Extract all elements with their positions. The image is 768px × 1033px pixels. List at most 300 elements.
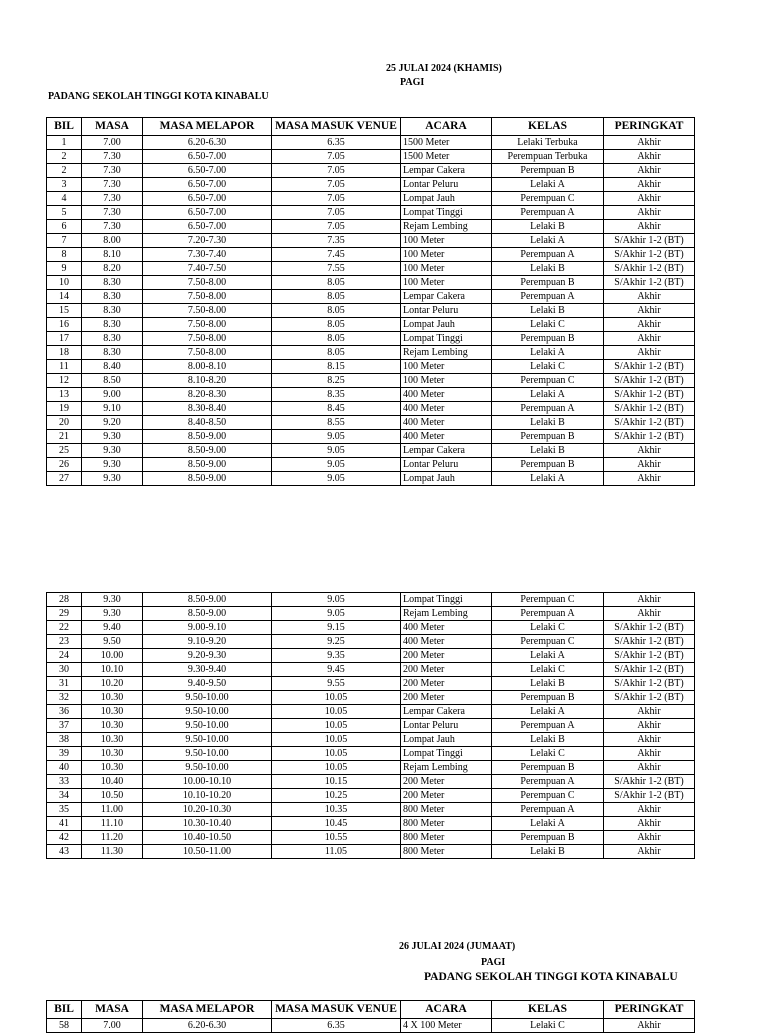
masa-masuk-venue-cell: 7.05	[272, 178, 401, 192]
masa-melapor-cell: 7.50-8.00	[143, 318, 272, 332]
masa-cell: 8.20	[82, 262, 143, 276]
acara-cell: 200 Meter	[401, 691, 492, 705]
masa-melapor-cell: 10.10-10.20	[143, 789, 272, 803]
bil-cell: 18	[47, 346, 82, 360]
table-row	[47, 845, 695, 859]
masa-cell: 9.50	[82, 635, 143, 649]
acara-cell: 100 Meter	[401, 360, 492, 374]
peringkat-cell: Akhir	[604, 458, 695, 472]
masa-melapor-cell: 9.50-10.00	[143, 719, 272, 733]
bil-cell: 43	[47, 845, 82, 859]
peringkat-cell: S/Akhir 1-2 (BT)	[604, 248, 695, 262]
kelas-cell: Lelaki A	[492, 388, 604, 402]
table-row	[47, 220, 695, 234]
acara-cell: 800 Meter	[401, 845, 492, 859]
bil-cell: 13	[47, 388, 82, 402]
kelas-cell: Perempuan A	[492, 206, 604, 220]
table-row	[47, 621, 695, 635]
bil-cell: 31	[47, 677, 82, 691]
peringkat-cell: Akhir	[604, 206, 695, 220]
peringkat-cell: Akhir	[604, 304, 695, 318]
masa-cell: 7.30	[82, 164, 143, 178]
kelas-cell: Lelaki B	[492, 220, 604, 234]
acara-cell: 200 Meter	[401, 649, 492, 663]
kelas-cell: Lelaki B	[492, 444, 604, 458]
masa-melapor-cell: 6.50-7.00	[143, 192, 272, 206]
bil-cell: 39	[47, 747, 82, 761]
masa-cell: 8.30	[82, 290, 143, 304]
kelas-cell: Lelaki B	[492, 733, 604, 747]
masa-masuk-venue-cell: 11.05	[272, 845, 401, 859]
masa-cell: 10.30	[82, 733, 143, 747]
kelas-cell: Lelaki C	[492, 318, 604, 332]
masa-melapor-cell: 7.50-8.00	[143, 346, 272, 360]
acara-cell: 200 Meter	[401, 789, 492, 803]
masa-masuk-venue-cell: 10.05	[272, 691, 401, 705]
peringkat-cell: S/Akhir 1-2 (BT)	[604, 649, 695, 663]
masa-masuk-venue-cell: 8.05	[272, 276, 401, 290]
table-row	[47, 346, 695, 360]
masa-masuk-venue-cell: 10.35	[272, 803, 401, 817]
kelas-cell: Lelaki A	[492, 472, 604, 486]
masa-masuk-venue-cell: 7.05	[272, 220, 401, 234]
acara-cell: 400 Meter	[401, 416, 492, 430]
table-row	[47, 663, 695, 677]
acara-cell: 100 Meter	[401, 374, 492, 388]
peringkat-cell: Akhir	[604, 733, 695, 747]
bil-cell: 5	[47, 206, 82, 220]
bil-cell: 37	[47, 719, 82, 733]
peringkat-cell: S/Akhir 1-2 (BT)	[604, 430, 695, 444]
column-header-acara: ACARA	[401, 118, 492, 136]
masa-melapor-cell: 8.50-9.00	[143, 607, 272, 621]
bil-cell: 11	[47, 360, 82, 374]
bil-cell: 14	[47, 290, 82, 304]
masa-masuk-venue-cell: 9.05	[272, 444, 401, 458]
masa-cell: 8.30	[82, 318, 143, 332]
peringkat-cell: Akhir	[604, 192, 695, 206]
masa-melapor-cell: 6.20-6.30	[143, 136, 272, 150]
table-header-row	[47, 118, 695, 136]
masa-cell: 9.30	[82, 458, 143, 472]
kelas-cell: Lelaki C	[492, 747, 604, 761]
peringkat-cell: Akhir	[604, 607, 695, 621]
table-row	[47, 747, 695, 761]
acara-cell: Lempar Cakera	[401, 164, 492, 178]
section2-venue: PADANG SEKOLAH TINGGI KOTA KINABALU	[424, 971, 678, 983]
masa-cell: 7.30	[82, 192, 143, 206]
table-row	[47, 304, 695, 318]
schedule-table-1	[46, 117, 695, 486]
masa-cell: 10.30	[82, 747, 143, 761]
bil-cell: 36	[47, 705, 82, 719]
column-header-masa-melapor: MASA MELAPOR	[143, 1001, 272, 1019]
peringkat-cell: Akhir	[604, 705, 695, 719]
peringkat-cell: Akhir	[604, 817, 695, 831]
table-row	[47, 831, 695, 845]
masa-melapor-cell: 8.20-8.30	[143, 388, 272, 402]
masa-melapor-cell: 7.50-8.00	[143, 290, 272, 304]
masa-cell: 9.10	[82, 402, 143, 416]
kelas-cell: Perempuan B	[492, 458, 604, 472]
table-row	[47, 248, 695, 262]
kelas-cell: Perempuan B	[492, 276, 604, 290]
acara-cell: 400 Meter	[401, 402, 492, 416]
acara-cell: Lompat Tinggi	[401, 206, 492, 220]
table-row	[47, 136, 695, 150]
kelas-cell: Perempuan A	[492, 402, 604, 416]
bil-cell: 21	[47, 430, 82, 444]
masa-masuk-venue-cell: 9.05	[272, 593, 401, 607]
masa-masuk-venue-cell: 8.05	[272, 290, 401, 304]
masa-melapor-cell: 8.50-9.00	[143, 458, 272, 472]
kelas-cell: Perempuan B	[492, 831, 604, 845]
masa-melapor-cell: 9.10-9.20	[143, 635, 272, 649]
peringkat-cell: S/Akhir 1-2 (BT)	[604, 775, 695, 789]
table-row	[47, 430, 695, 444]
table-row	[47, 150, 695, 164]
masa-melapor-cell: 10.50-11.00	[143, 845, 272, 859]
masa-masuk-venue-cell: 8.35	[272, 388, 401, 402]
acara-cell: 200 Meter	[401, 775, 492, 789]
column-header-masa: MASA	[82, 1001, 143, 1019]
masa-melapor-cell: 9.50-10.00	[143, 761, 272, 775]
masa-cell: 10.10	[82, 663, 143, 677]
acara-cell: Rejam Lembing	[401, 220, 492, 234]
table-row	[47, 164, 695, 178]
bil-cell: 27	[47, 472, 82, 486]
table-row	[47, 593, 695, 607]
acara-cell: Lompat Jauh	[401, 192, 492, 206]
masa-cell: 9.30	[82, 430, 143, 444]
masa-cell: 7.30	[82, 206, 143, 220]
column-header-bil: BIL	[47, 1001, 82, 1019]
masa-masuk-venue-cell: 8.45	[272, 402, 401, 416]
masa-masuk-venue-cell: 10.05	[272, 761, 401, 775]
table-row	[47, 803, 695, 817]
masa-cell: 9.30	[82, 444, 143, 458]
masa-melapor-cell: 8.10-8.20	[143, 374, 272, 388]
masa-masuk-venue-cell: 7.05	[272, 150, 401, 164]
masa-melapor-cell: 9.50-10.00	[143, 691, 272, 705]
acara-cell: 1500 Meter	[401, 150, 492, 164]
kelas-cell: Lelaki C	[492, 360, 604, 374]
peringkat-cell: Akhir	[604, 472, 695, 486]
column-header-masa-masuk-venue: MASA MASUK VENUE	[272, 1001, 401, 1019]
table-row	[47, 817, 695, 831]
masa-melapor-cell: 6.50-7.00	[143, 164, 272, 178]
bil-cell: 10	[47, 276, 82, 290]
table-row	[47, 635, 695, 649]
kelas-cell: Perempuan A	[492, 607, 604, 621]
masa-melapor-cell: 8.50-9.00	[143, 593, 272, 607]
acara-cell: Lempar Cakera	[401, 705, 492, 719]
table-row	[47, 416, 695, 430]
kelas-cell: Perempuan A	[492, 248, 604, 262]
masa-melapor-cell: 6.50-7.00	[143, 220, 272, 234]
masa-masuk-venue-cell: 7.05	[272, 164, 401, 178]
acara-cell: 4 X 100 Meter	[401, 1019, 492, 1033]
kelas-cell: Lelaki A	[492, 346, 604, 360]
masa-cell: 11.10	[82, 817, 143, 831]
table-row	[47, 458, 695, 472]
masa-masuk-venue-cell: 9.05	[272, 430, 401, 444]
bil-cell: 4	[47, 192, 82, 206]
masa-melapor-cell: 9.00-9.10	[143, 621, 272, 635]
masa-melapor-cell: 7.50-8.00	[143, 332, 272, 346]
masa-masuk-venue-cell: 9.45	[272, 663, 401, 677]
bil-cell: 22	[47, 621, 82, 635]
masa-masuk-venue-cell: 8.25	[272, 374, 401, 388]
peringkat-cell: S/Akhir 1-2 (BT)	[604, 262, 695, 276]
acara-cell: Lompat Tinggi	[401, 593, 492, 607]
bil-cell: 33	[47, 775, 82, 789]
masa-melapor-cell: 6.50-7.00	[143, 178, 272, 192]
bil-cell: 32	[47, 691, 82, 705]
bil-cell: 30	[47, 663, 82, 677]
masa-masuk-venue-cell: 8.05	[272, 304, 401, 318]
masa-melapor-cell: 9.50-10.00	[143, 705, 272, 719]
table-row	[47, 234, 695, 248]
masa-cell: 7.30	[82, 220, 143, 234]
table-row	[47, 290, 695, 304]
kelas-cell: Lelaki C	[492, 663, 604, 677]
masa-melapor-cell: 9.50-10.00	[143, 733, 272, 747]
acara-cell: 100 Meter	[401, 234, 492, 248]
masa-melapor-cell: 9.30-9.40	[143, 663, 272, 677]
kelas-cell: Perempuan A	[492, 719, 604, 733]
table-row	[47, 607, 695, 621]
table-row	[47, 789, 695, 803]
kelas-cell: Perempuan B	[492, 691, 604, 705]
masa-cell: 8.30	[82, 276, 143, 290]
masa-melapor-cell: 10.20-10.30	[143, 803, 272, 817]
masa-melapor-cell: 9.20-9.30	[143, 649, 272, 663]
peringkat-cell: S/Akhir 1-2 (BT)	[604, 276, 695, 290]
bil-cell: 16	[47, 318, 82, 332]
masa-cell: 10.40	[82, 775, 143, 789]
masa-melapor-cell: 10.40-10.50	[143, 831, 272, 845]
bil-cell: 41	[47, 817, 82, 831]
bil-cell: 38	[47, 733, 82, 747]
masa-cell: 10.50	[82, 789, 143, 803]
peringkat-cell: S/Akhir 1-2 (BT)	[604, 677, 695, 691]
peringkat-cell: Akhir	[604, 803, 695, 817]
masa-melapor-cell: 8.30-8.40	[143, 402, 272, 416]
masa-melapor-cell: 10.00-10.10	[143, 775, 272, 789]
bil-cell: 34	[47, 789, 82, 803]
masa-melapor-cell: 8.40-8.50	[143, 416, 272, 430]
masa-cell: 8.30	[82, 332, 143, 346]
acara-cell: 400 Meter	[401, 621, 492, 635]
column-header-kelas: KELAS	[492, 1001, 604, 1019]
masa-melapor-cell: 7.50-8.00	[143, 276, 272, 290]
column-header-bil: BIL	[47, 118, 82, 136]
acara-cell: Lontar Peluru	[401, 178, 492, 192]
kelas-cell: Lelaki Terbuka	[492, 136, 604, 150]
table-row	[47, 192, 695, 206]
kelas-cell: Perempuan B	[492, 164, 604, 178]
masa-masuk-venue-cell: 8.05	[272, 318, 401, 332]
kelas-cell: Lelaki B	[492, 677, 604, 691]
section1-venue: PADANG SEKOLAH TINGGI KOTA KINABALU	[48, 91, 269, 102]
peringkat-cell: Akhir	[604, 164, 695, 178]
masa-masuk-venue-cell: 6.35	[272, 136, 401, 150]
peringkat-cell: Akhir	[604, 150, 695, 164]
masa-melapor-cell: 8.50-9.00	[143, 444, 272, 458]
bil-cell: 23	[47, 635, 82, 649]
kelas-cell: Lelaki B	[492, 262, 604, 276]
masa-cell: 7.00	[82, 136, 143, 150]
peringkat-cell: S/Akhir 1-2 (BT)	[604, 635, 695, 649]
acara-cell: Lempar Cakera	[401, 290, 492, 304]
kelas-cell: Perempuan C	[492, 789, 604, 803]
peringkat-cell: Akhir	[604, 332, 695, 346]
masa-cell: 9.00	[82, 388, 143, 402]
bil-cell: 28	[47, 593, 82, 607]
masa-melapor-cell: 10.30-10.40	[143, 817, 272, 831]
acara-cell: Lompat Jauh	[401, 733, 492, 747]
kelas-cell: Lelaki A	[492, 649, 604, 663]
kelas-cell: Perempuan Terbuka	[492, 150, 604, 164]
table-row	[47, 276, 695, 290]
masa-melapor-cell: 7.40-7.50	[143, 262, 272, 276]
acara-cell: 200 Meter	[401, 677, 492, 691]
table-row	[47, 262, 695, 276]
masa-masuk-venue-cell: 9.15	[272, 621, 401, 635]
masa-cell: 10.30	[82, 705, 143, 719]
masa-cell: 9.30	[82, 472, 143, 486]
masa-masuk-venue-cell: 7.05	[272, 192, 401, 206]
bil-cell: 19	[47, 402, 82, 416]
acara-cell: 100 Meter	[401, 248, 492, 262]
masa-masuk-venue-cell: 10.45	[272, 817, 401, 831]
kelas-cell: Lelaki B	[492, 416, 604, 430]
masa-cell: 9.20	[82, 416, 143, 430]
masa-cell: 11.00	[82, 803, 143, 817]
bil-cell: 20	[47, 416, 82, 430]
acara-cell: 800 Meter	[401, 817, 492, 831]
bil-cell: 9	[47, 262, 82, 276]
table-header-row	[47, 1001, 695, 1019]
masa-melapor-cell: 8.00-8.10	[143, 360, 272, 374]
peringkat-cell: Akhir	[604, 290, 695, 304]
peringkat-cell: S/Akhir 1-2 (BT)	[604, 360, 695, 374]
peringkat-cell: Akhir	[604, 761, 695, 775]
column-header-kelas: KELAS	[492, 118, 604, 136]
acara-cell: 400 Meter	[401, 430, 492, 444]
table-row	[47, 318, 695, 332]
masa-masuk-venue-cell: 7.05	[272, 206, 401, 220]
section2-session: PAGI	[481, 957, 506, 968]
bil-cell: 7	[47, 234, 82, 248]
masa-masuk-venue-cell: 9.05	[272, 458, 401, 472]
masa-cell: 10.00	[82, 649, 143, 663]
masa-masuk-venue-cell: 9.25	[272, 635, 401, 649]
column-header-masa-masuk-venue: MASA MASUK VENUE	[272, 118, 401, 136]
masa-cell: 8.40	[82, 360, 143, 374]
schedule-table-3	[46, 1000, 695, 1033]
acara-cell: Rejam Lembing	[401, 607, 492, 621]
table-row	[47, 178, 695, 192]
kelas-cell: Perempuan C	[492, 192, 604, 206]
column-header-peringkat: PERINGKAT	[604, 118, 695, 136]
masa-cell: 8.30	[82, 346, 143, 360]
peringkat-cell: Akhir	[604, 593, 695, 607]
acara-cell: 800 Meter	[401, 831, 492, 845]
acara-cell: 400 Meter	[401, 388, 492, 402]
table-row	[47, 444, 695, 458]
table-row	[47, 402, 695, 416]
masa-masuk-venue-cell: 7.55	[272, 262, 401, 276]
peringkat-cell: Akhir	[604, 136, 695, 150]
peringkat-cell: Akhir	[604, 178, 695, 192]
kelas-cell: Lelaki B	[492, 304, 604, 318]
masa-cell: 10.30	[82, 719, 143, 733]
bil-cell: 58	[47, 1019, 82, 1033]
peringkat-cell: Akhir	[604, 318, 695, 332]
bil-cell: 15	[47, 304, 82, 318]
masa-masuk-venue-cell: 10.05	[272, 733, 401, 747]
masa-cell: 8.50	[82, 374, 143, 388]
masa-masuk-venue-cell: 8.05	[272, 332, 401, 346]
table-row	[47, 733, 695, 747]
masa-masuk-venue-cell: 10.25	[272, 789, 401, 803]
table-row	[47, 677, 695, 691]
table-row	[47, 691, 695, 705]
table-row	[47, 1019, 695, 1033]
bil-cell: 2	[47, 164, 82, 178]
masa-melapor-cell: 7.50-8.00	[143, 304, 272, 318]
column-header-masa: MASA	[82, 118, 143, 136]
acara-cell: Lempar Cakera	[401, 444, 492, 458]
bil-cell: 1	[47, 136, 82, 150]
masa-cell: 11.20	[82, 831, 143, 845]
bil-cell: 6	[47, 220, 82, 234]
table-row	[47, 388, 695, 402]
masa-melapor-cell: 6.50-7.00	[143, 150, 272, 164]
table-row	[47, 332, 695, 346]
masa-melapor-cell: 6.20-6.30	[143, 1019, 272, 1033]
masa-melapor-cell: 6.50-7.00	[143, 206, 272, 220]
bil-cell: 25	[47, 444, 82, 458]
masa-masuk-venue-cell: 9.35	[272, 649, 401, 663]
bil-cell: 12	[47, 374, 82, 388]
acara-cell: 1500 Meter	[401, 136, 492, 150]
table-row	[47, 761, 695, 775]
masa-masuk-venue-cell: 8.55	[272, 416, 401, 430]
acara-cell: Rejam Lembing	[401, 346, 492, 360]
masa-cell: 9.30	[82, 607, 143, 621]
acara-cell: Lompat Jauh	[401, 318, 492, 332]
acara-cell: Rejam Lembing	[401, 761, 492, 775]
masa-cell: 8.00	[82, 234, 143, 248]
bil-cell: 29	[47, 607, 82, 621]
section2-date: 26 JULAI 2024 (JUMAAT)	[399, 941, 516, 952]
peringkat-cell: Akhir	[604, 747, 695, 761]
masa-cell: 8.30	[82, 304, 143, 318]
masa-melapor-cell: 8.50-9.00	[143, 472, 272, 486]
kelas-cell: Lelaki A	[492, 234, 604, 248]
masa-melapor-cell: 7.30-7.40	[143, 248, 272, 262]
table-row	[47, 719, 695, 733]
masa-melapor-cell: 9.40-9.50	[143, 677, 272, 691]
kelas-cell: Lelaki B	[492, 845, 604, 859]
bil-cell: 26	[47, 458, 82, 472]
masa-cell: 11.30	[82, 845, 143, 859]
acara-cell: Lontar Peluru	[401, 304, 492, 318]
table-row	[47, 360, 695, 374]
